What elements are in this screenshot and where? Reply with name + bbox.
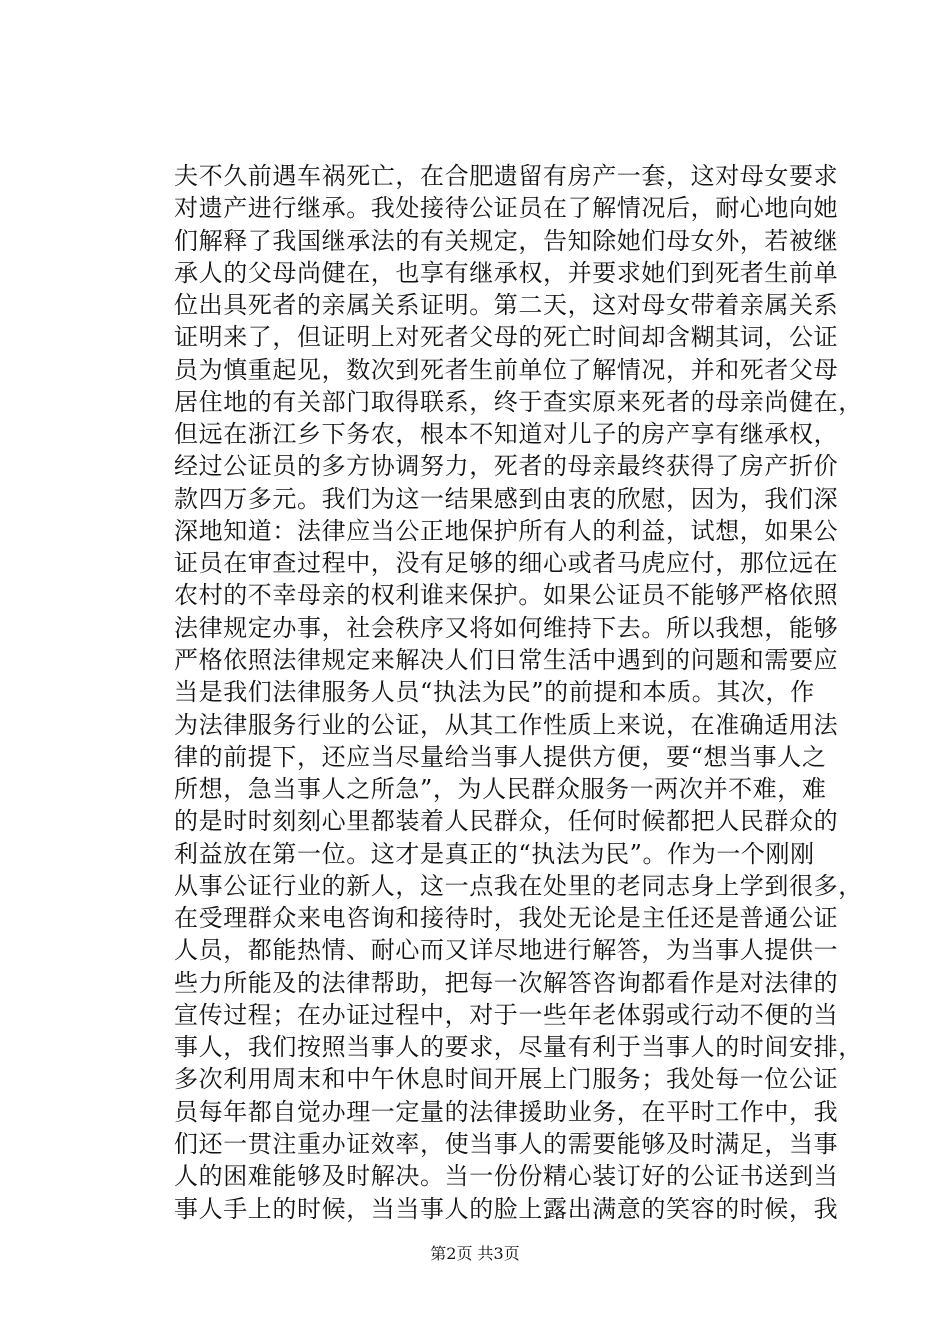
text-line: 在受理群众来电咨询和接待时，我处无论是主任还是普通公证 xyxy=(174,904,839,933)
text-line: 位出具死者的亲属关系证明。第二天，这对母女带着亲属关系 xyxy=(174,291,839,320)
text-line: 经过公证员的多方协调努力，死者的母亲最终获得了房产折价 xyxy=(174,452,839,481)
text-line: 们解释了我国继承法的有关规定，告知除她们母女外，若被继 xyxy=(174,226,839,255)
text-line: 对遗产进行继承。我处接待公证员在了解情况后，耐心地向她 xyxy=(174,194,839,223)
text-line: 证明来了，但证明上对死者父母的死亡时间却含糊其词，公证 xyxy=(174,323,839,352)
text-line: 从事公证行业的新人，这一点我在处里的老同志身上学到很多， xyxy=(174,871,863,900)
text-line: 当是我们法律服务人员“执法为民”的前提和本质。其次，作 xyxy=(174,678,815,707)
text-line: 证员在审查过程中，没有足够的细心或者马虎应付，那位远在 xyxy=(174,549,839,578)
text-line: 人员，都能热情、耐心而又详尽地进行解答，为当事人提供一 xyxy=(174,936,839,965)
text-line: 深地知道：法律应当公正地保护所有人的利益，试想，如果公 xyxy=(174,516,839,545)
text-line: 严格依照法律规定来解决人们日常生活中遇到的问题和需要应 xyxy=(174,645,839,674)
text-line: 但远在浙江乡下务农，根本不知道对儿子的房产享有继承权， xyxy=(174,420,839,449)
text-line: 员每年都自觉办理一定量的法律援助业务，在平时工作中，我 xyxy=(174,1097,839,1126)
page-footer: 第2页 共3页 xyxy=(430,1244,520,1263)
text-line: 为法律服务行业的公证，从其工作性质上来说，在准确适用法 xyxy=(174,710,839,739)
text-line: 所想，急当事人之所急”，为人民群众服务一两次并不难，难 xyxy=(174,775,827,804)
text-line: 员为慎重起见，数次到死者生前单位了解情况，并和死者父母 xyxy=(174,355,839,384)
text-line: 农村的不幸母亲的权利谁来保护。如果公证员不能够严格依照 xyxy=(174,581,839,610)
text-line: 宣传过程；在办证过程中，对于一些年老体弱或行动不便的当 xyxy=(174,1000,839,1029)
text-line: 的是时时刻刻心里都装着人民群众，任何时候都把人民群众的 xyxy=(174,807,839,836)
text-line: 事人手上的时候，当当事人的脸上露出满意的笑容的时候，我 xyxy=(174,1194,839,1223)
text-line: 们还一贯注重办证效率，使当事人的需要能够及时满足，当事 xyxy=(174,1129,839,1158)
text-line: 事人，我们按照当事人的要求，尽量有利于当事人的时间安排， xyxy=(174,1033,863,1062)
text-line: 多次利用周末和中午休息时间开展上门服务；我处每一位公证 xyxy=(174,1065,839,1094)
body-paragraph xyxy=(174,160,863,1225)
text-line: 承人的父母尚健在，也享有继承权，并要求她们到死者生前单 xyxy=(174,258,839,287)
text-line: 夫不久前遇车祸死亡，在合肥遗留有房产一套，这对母女要求 xyxy=(174,162,839,190)
text-line: 律的前提下，还应当尽量给当事人提供方便，要“想当事人之 xyxy=(174,742,827,771)
text-line: 人的困难能够及时解决。当一份份精心装订好的公证书送到当 xyxy=(174,1162,839,1191)
text-line: 些力所能及的法律帮助，把每一次解答咨询都看作是对法律的 xyxy=(174,968,839,997)
text-line: 利益放在第一位。这才是真正的“执法为民”。作为一个刚刚 xyxy=(174,839,815,868)
text-line: 法律规定办事，社会秩序又将如何维持下去。所以我想，能够 xyxy=(174,613,839,642)
text-line: 款四万多元。我们为这一结果感到由衷的欣慰，因为，我们深 xyxy=(174,484,839,513)
text-line: 居住地的有关部门取得联系，终于查实原来死者的母亲尚健在， xyxy=(174,387,863,416)
